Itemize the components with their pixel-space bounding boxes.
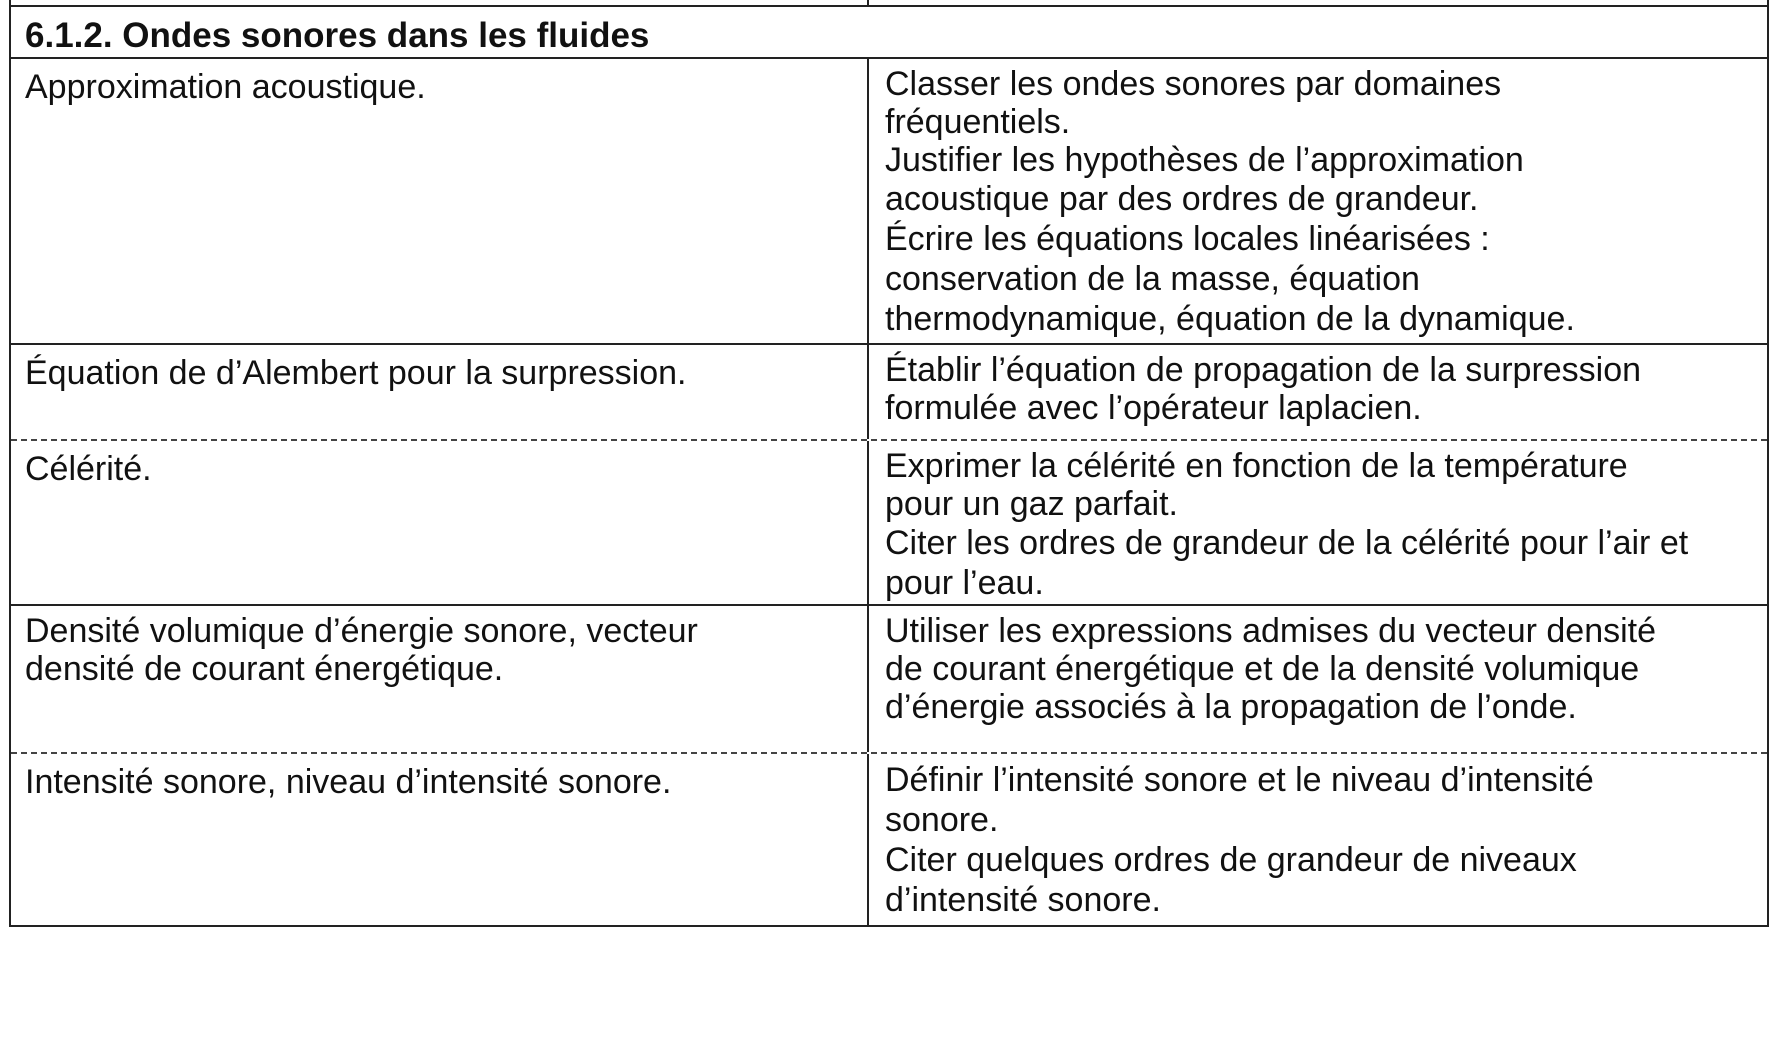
notion-cell (11, 606, 869, 752)
notion-cell (11, 345, 869, 439)
notion-cell (11, 59, 869, 343)
capacite-line: pour l’eau. (885, 564, 1044, 602)
capacite-line: formulée avec l’opérateur laplacien. (885, 389, 1422, 427)
notion-text: Densité volumique d’énergie sonore, vecteur (25, 612, 698, 650)
capacite-line: Exprimer la célérité en fonction de la température (885, 447, 1628, 485)
section-title: 6.1.2. Ondes sonores dans les fluides (11, 7, 1767, 59)
capacite-line: de courant énergétique et de la densité volumique (885, 650, 1640, 688)
capacite-line: Utiliser les expressions admises du vecteur densité (885, 612, 1657, 650)
capacites-cell (869, 754, 1767, 925)
capacites-cell (869, 606, 1767, 752)
capacite-line: d’énergie associés à la propagation de l’onde. (885, 688, 1577, 726)
capacite-line: Écrire les équations locales linéarisées : (885, 220, 1490, 258)
capacite-line: Justifier les hypothèses de l’approximation (885, 141, 1524, 179)
capacites-cell (869, 59, 1767, 343)
table-row (11, 606, 1767, 754)
notion-cell (11, 754, 869, 925)
table-row (11, 754, 1767, 925)
notion-text: densité de courant énergétique. (25, 650, 504, 688)
notion-text: Intensité sonore, niveau d’intensité sonore. (25, 763, 672, 801)
capacite-line: Définir l’intensité sonore et le niveau d’intensité (885, 761, 1594, 799)
capacite-line: conservation de la masse, équation (885, 260, 1420, 298)
capacite-line: Classer les ondes sonores par domaines (885, 65, 1502, 103)
capacite-line: sonore. (885, 801, 999, 839)
capacite-line: fréquentiels. (885, 103, 1071, 141)
notion-cell (11, 441, 869, 604)
notion-text: Approximation acoustique. (25, 68, 426, 106)
capacites-cell (869, 441, 1767, 604)
capacite-line: Citer les ordres de grandeur de la célérité pour l’air et (885, 524, 1689, 562)
capacite-line: thermodynamique, équation de la dynamique. (885, 300, 1575, 338)
capacite-line: d’intensité sonore. (885, 881, 1161, 919)
table-row (11, 441, 1767, 606)
notion-text: Équation de d’Alembert pour la surpression. (25, 354, 687, 392)
capacites-cell (869, 345, 1767, 439)
table-row (11, 59, 1767, 345)
table-row (11, 345, 1767, 441)
capacite-line: Citer quelques ordres de grandeur de niveaux (885, 841, 1577, 879)
capacite-line: Établir l’équation de propagation de la surpression (885, 351, 1642, 389)
capacite-line: acoustique par des ordres de grandeur. (885, 180, 1479, 218)
notion-text: Célérité. (25, 450, 152, 488)
capacite-line: pour un gaz parfait. (885, 485, 1178, 523)
curriculum-table (9, 5, 1769, 927)
